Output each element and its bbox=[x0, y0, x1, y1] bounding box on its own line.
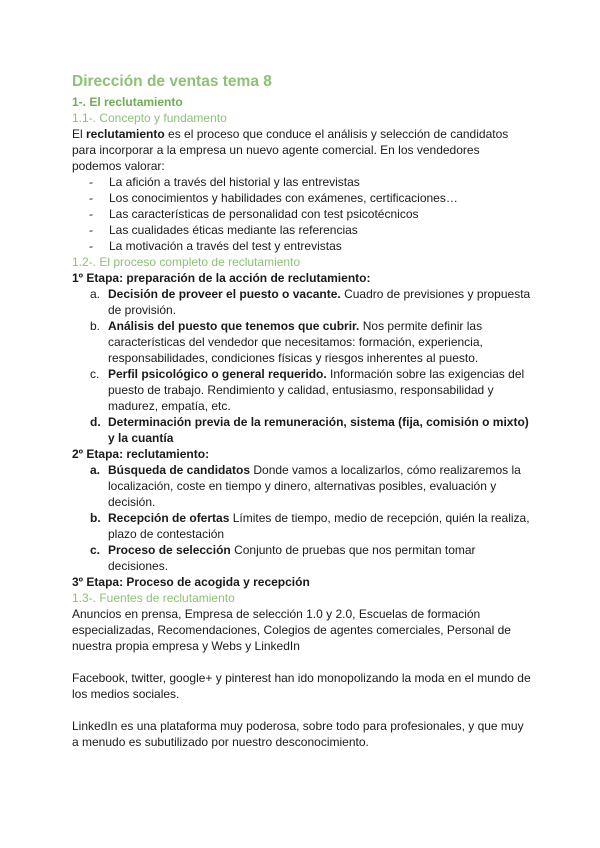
list-item bbox=[72, 174, 532, 190]
stage-1-title: 1º Etapa: preparación de la acción de reclutamiento: bbox=[72, 271, 371, 285]
list-marker: c. bbox=[90, 543, 101, 557]
list-item bbox=[72, 462, 532, 510]
item-text: Información sobre las exigencias del puesto de trabajo. Rendimiento y calidad, entusiasmo, responsabilidad y madurez, empatía, etc. bbox=[108, 367, 525, 413]
list-item bbox=[72, 414, 532, 446]
paragraph-spacer bbox=[72, 702, 532, 718]
intro-text-rest: es el proceso que conduce el análisis y selección de candidatos para incorporar a la empresa un nuevo agente comercial. En los vendedores podemos valorar: bbox=[72, 127, 509, 173]
intro-bold-term: reclutamiento bbox=[86, 127, 165, 141]
dash-bullet: - bbox=[89, 239, 93, 253]
document-content bbox=[72, 72, 532, 750]
linkedin-paragraph: LinkedIn es una plataforma muy poderosa, sobre todo para profesionales, y que muy a menudo es subutilizado por nuestro desconocimiento. bbox=[72, 719, 524, 749]
intro-paragraph bbox=[72, 126, 532, 174]
item-bold-lead: Decisión de proveer el puesto o vacante. bbox=[108, 287, 341, 301]
section-heading-reclutamiento: 1-. El reclutamiento bbox=[72, 95, 183, 109]
stage-2-list bbox=[72, 462, 532, 574]
intro-text-start: El bbox=[72, 127, 87, 141]
paragraph-spacer bbox=[72, 654, 532, 670]
subsection-heading-concepto: 1.1-. Concepto y fundamento bbox=[72, 111, 227, 125]
list-item bbox=[72, 510, 532, 542]
item-text: Conjunto de pruebas que nos permitan tomar decisiones. bbox=[108, 543, 476, 573]
list-marker: a. bbox=[90, 463, 101, 477]
list-item bbox=[72, 238, 532, 254]
item-text: Donde vamos a localizarlos, cómo realizaremos la localización, coste en tiempo y dinero, alternativas posibles, evaluación y decisión. bbox=[108, 463, 521, 509]
list-marker: b. bbox=[90, 319, 101, 333]
list-marker: b. bbox=[90, 511, 101, 525]
list-item-text: La afición a través del historial y las entrevistas bbox=[109, 175, 360, 189]
list-item bbox=[72, 206, 532, 222]
stage-3-title: 3º Etapa: Proceso de acogida y recepción bbox=[72, 575, 310, 589]
list-item bbox=[72, 542, 532, 574]
item-bold-lead: Proceso de selección bbox=[108, 543, 231, 557]
list-marker: a. bbox=[90, 287, 101, 301]
list-item bbox=[72, 286, 532, 318]
item-bold-lead: Determinación previa de la remuneración, sistema (fija, comisión o mixto) y la cuantía bbox=[108, 415, 529, 445]
list-item bbox=[72, 366, 532, 414]
item-bold-lead: Perfil psicológico o general requerido. bbox=[108, 367, 327, 381]
stage-1-list bbox=[72, 286, 532, 446]
list-item-text: Las características de personalidad con test psicotécnicos bbox=[109, 207, 419, 221]
item-text: Nos permite definir las características del vendedor que necesitamos: formación, experiencia, responsabilidades, condiciones físicas y riesgos inherentes al puesto. bbox=[108, 319, 483, 365]
dash-bullet: - bbox=[89, 207, 93, 221]
subsection-heading-fuentes: 1.3-. Fuentes de reclutamiento bbox=[72, 591, 235, 605]
item-bold-lead: Recepción de ofertas bbox=[108, 511, 230, 525]
dash-bullet: - bbox=[89, 175, 93, 189]
dash-bullet: - bbox=[89, 223, 93, 237]
stage-2-title: 2º Etapa: reclutamiento: bbox=[72, 447, 210, 461]
item-text: Límites de tiempo, medio de recepción, quién la realiza, plazo de contestación bbox=[108, 511, 530, 541]
list-marker: d. bbox=[90, 415, 101, 429]
list-marker: c. bbox=[90, 367, 100, 381]
list-item-text: Los conocimientos y habilidades con exámenes, certificaciones… bbox=[109, 191, 458, 205]
dash-bullet: - bbox=[89, 191, 93, 205]
subsection-heading-proceso: 1.2-. El proceso completo de reclutamiento bbox=[72, 255, 301, 269]
list-item-text: La motivación a través del test y entrevistas bbox=[109, 239, 342, 253]
item-text: Cuadro de previsiones y propuesta de provisión. bbox=[108, 287, 531, 317]
item-bold-lead: Análisis del puesto que tenemos que cubrir. bbox=[108, 319, 360, 333]
valuation-list bbox=[72, 174, 532, 254]
list-item bbox=[72, 318, 532, 366]
list-item bbox=[72, 222, 532, 238]
list-item-text: Las cualidades éticas mediante las referencias bbox=[109, 223, 358, 237]
list-item bbox=[72, 190, 532, 206]
document-title: Dirección de ventas tema 8 bbox=[72, 73, 272, 90]
item-bold-lead: Búsqueda de candidatos bbox=[108, 463, 251, 477]
sources-paragraph: Anuncios en prensa, Empresa de selección 1.0 y 2.0, Escuelas de formación especializadas, Recomendaciones, Colegios de agentes comerciales, Personal de nuestra propia empresa y Webs y LinkedIn bbox=[72, 607, 511, 653]
social-media-paragraph: Facebook, twitter, google+ y pinterest han ido monopolizando la moda en el mundo de los medios sociales. bbox=[72, 671, 531, 701]
